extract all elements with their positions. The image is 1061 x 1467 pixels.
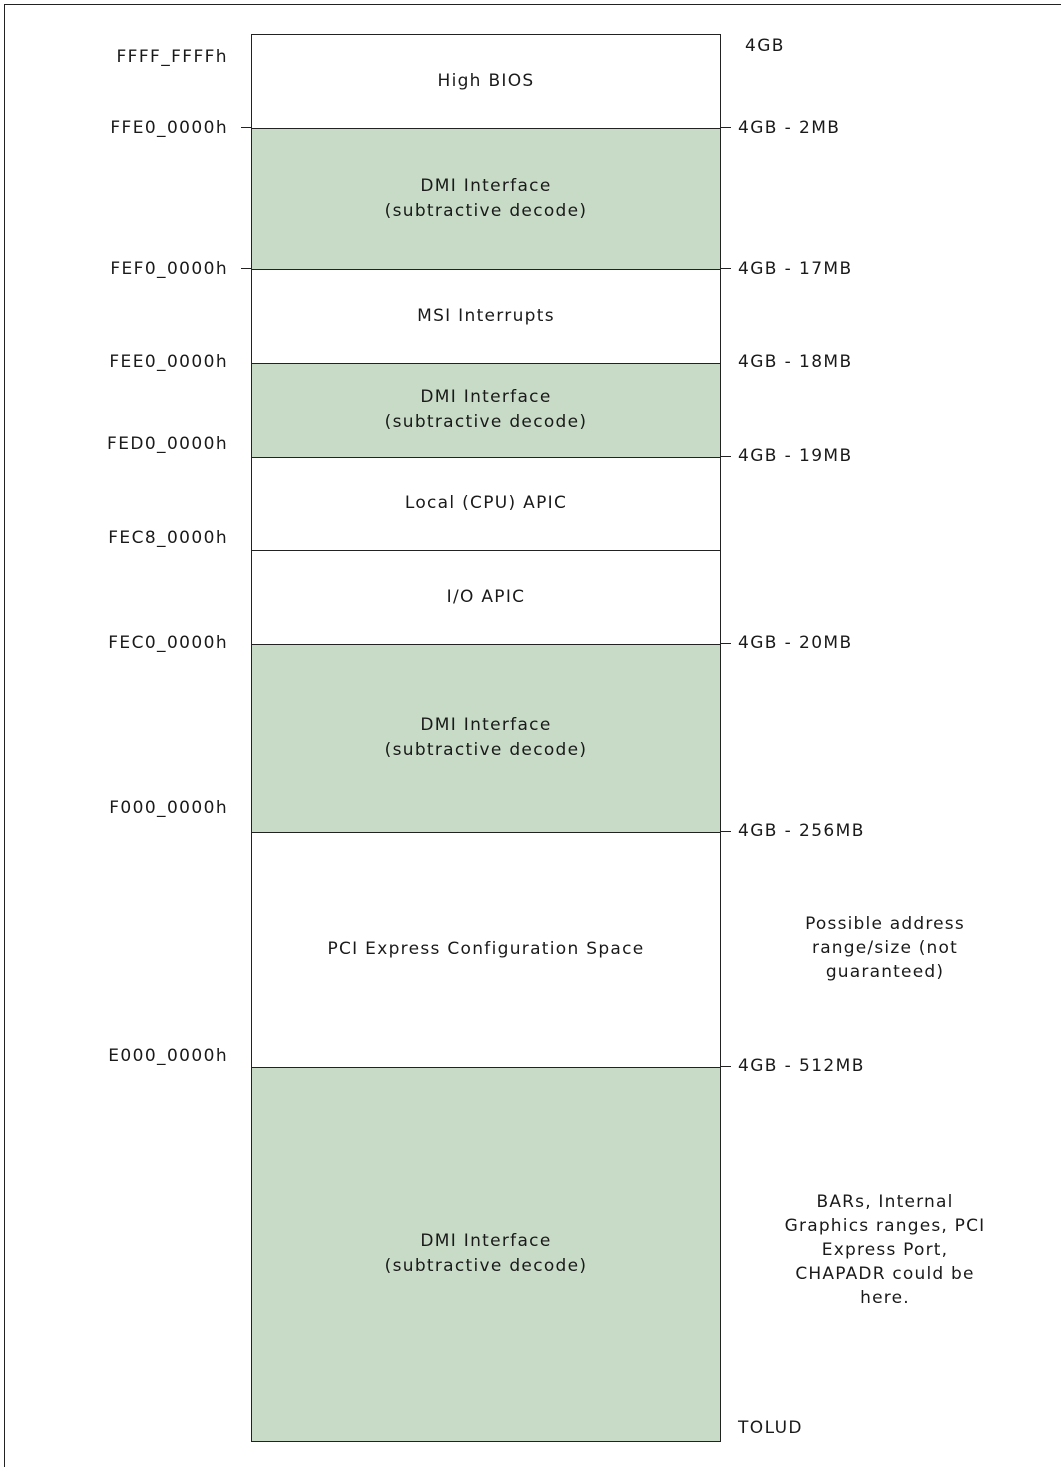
- boundary-line: [252, 269, 720, 270]
- size-label: 4GB - 18MB: [738, 352, 853, 372]
- size-label: 4GB - 19MB: [738, 446, 853, 466]
- boundary-tick-right: [721, 831, 731, 832]
- address-label: F000_0000h: [109, 798, 228, 818]
- size-label: 4GB: [745, 36, 785, 56]
- region-io-apic: I/O APIC: [252, 550, 720, 644]
- boundary-tick-right: [721, 127, 731, 128]
- boundary-tick-right: [721, 643, 731, 644]
- size-label: 4GB - 2MB: [738, 118, 841, 138]
- address-label: FEE0_0000h: [109, 352, 228, 372]
- address-label: FFFF_FFFFh: [116, 47, 228, 67]
- region-local-cpu-apic: Local (CPU) APIC: [252, 457, 720, 550]
- region-dmi-interface-1: DMI Interface (subtractive decode): [252, 128, 720, 269]
- boundary-tick-right: [721, 1066, 731, 1067]
- boundary-tick-right: [721, 268, 731, 269]
- address-label: FEC0_0000h: [108, 633, 228, 653]
- size-label: 4GB - 17MB: [738, 259, 853, 279]
- size-label: 4GB - 256MB: [738, 821, 865, 841]
- address-label: E000_0000h: [108, 1046, 228, 1066]
- size-label: 4GB - 512MB: [738, 1056, 865, 1076]
- boundary-line: [252, 644, 720, 645]
- region-dmi-interface-4: DMI Interface (subtractive decode): [252, 1067, 720, 1441]
- address-label: FEF0_0000h: [110, 259, 228, 279]
- boundary-line: [252, 363, 720, 364]
- boundary-tick-left: [241, 268, 251, 269]
- region-dmi-interface-3: DMI Interface (subtractive decode): [252, 644, 720, 832]
- region-msi-interrupts: MSI Interrupts: [252, 269, 720, 363]
- boundary-tick-left: [241, 127, 251, 128]
- memory-map-column: [251, 34, 721, 1442]
- boundary-line: [252, 1067, 720, 1068]
- boundary-line: [252, 832, 720, 833]
- region-high-bios: High BIOS: [252, 35, 720, 128]
- boundary-line: [252, 128, 720, 129]
- boundary-tick-right: [721, 456, 731, 457]
- note-pcie-range: Possible address range/size (not guaranteed): [805, 914, 965, 982]
- region-pci-express-config-space: PCI Express Configuration Space: [252, 832, 720, 1067]
- region-dmi-interface-2: DMI Interface (subtractive decode): [252, 363, 720, 457]
- address-label: FFE0_0000h: [110, 118, 228, 138]
- address-label: FEC8_0000h: [108, 528, 228, 548]
- size-label: 4GB - 20MB: [738, 633, 853, 653]
- size-label: TOLUD: [738, 1418, 803, 1438]
- boundary-line: [252, 550, 720, 551]
- boundary-line: [252, 457, 720, 458]
- note-bars-location: BARs, Internal Graphics ranges, PCI Express Port, CHAPADR could be here.: [784, 1192, 986, 1308]
- address-label: FED0_0000h: [107, 434, 228, 454]
